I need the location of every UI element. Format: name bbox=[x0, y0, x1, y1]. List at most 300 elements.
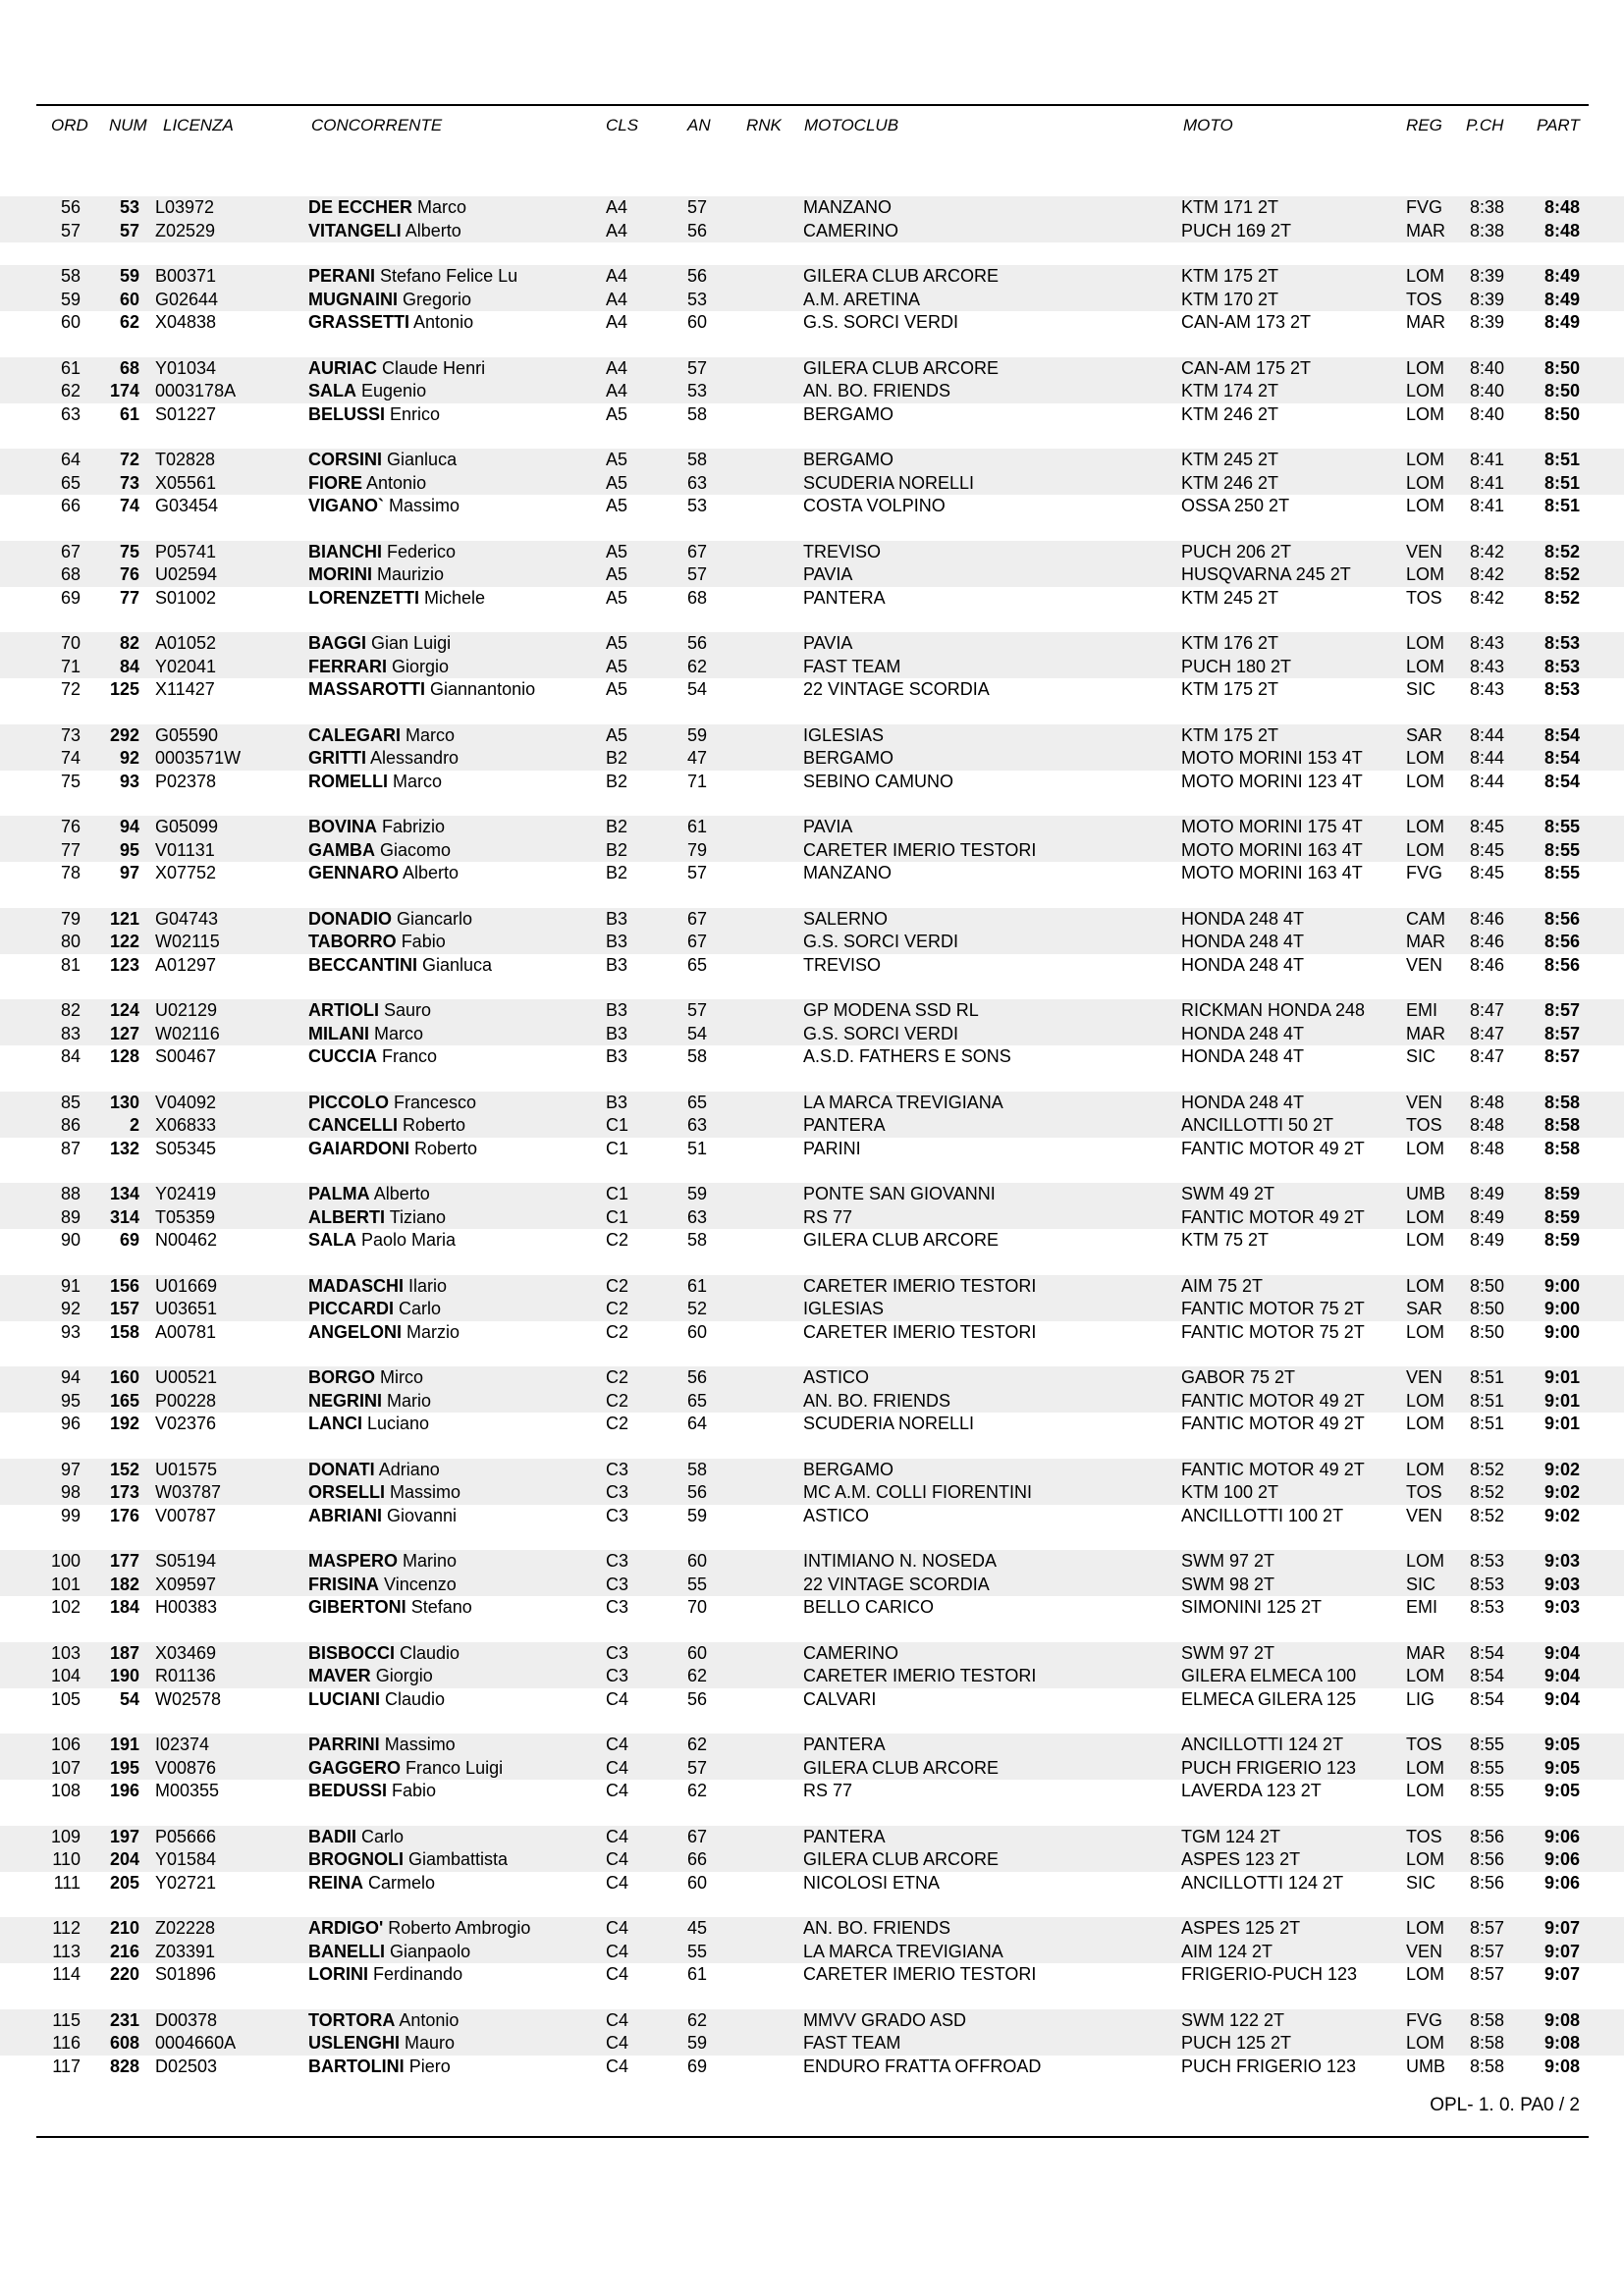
table-row bbox=[0, 1206, 1624, 1230]
cell-part: 8:59 bbox=[1543, 1230, 1580, 1250]
cell-surname: SALA bbox=[308, 381, 356, 400]
cell-surname: CUCCIA bbox=[308, 1046, 377, 1066]
cell-concorrente bbox=[308, 196, 466, 220]
cell-cls: A4 bbox=[606, 197, 628, 217]
cell-cls: C3 bbox=[606, 1642, 629, 1663]
cell-surname: LUCIANI bbox=[308, 1688, 380, 1709]
cell-surname: FERRARI bbox=[308, 656, 387, 676]
cell-licenza: S00467 bbox=[155, 1046, 217, 1066]
table-row bbox=[0, 220, 1624, 243]
cell-an: 60 bbox=[687, 1642, 708, 1663]
cell-part: 8:49 bbox=[1543, 312, 1580, 332]
cell-motoclub: ASTICO bbox=[803, 1367, 870, 1387]
cell-reg: LOM bbox=[1406, 564, 1445, 584]
cell-pch: 8:52 bbox=[1470, 1482, 1505, 1502]
cell-surname: PICCOLO bbox=[308, 1092, 390, 1112]
cell-reg: LOM bbox=[1406, 1138, 1445, 1158]
cell-moto: GILERA ELMECA 100 bbox=[1181, 1666, 1357, 1685]
cell-reg: LOM bbox=[1406, 1757, 1445, 1778]
cell-concorrente bbox=[308, 1413, 429, 1436]
table-row bbox=[0, 816, 1624, 839]
cell-cls: B2 bbox=[606, 771, 628, 791]
cell-cls: A4 bbox=[606, 312, 628, 332]
cell-ord: 70 bbox=[60, 633, 81, 653]
cell-motoclub: GILERA CLUB ARCORE bbox=[803, 266, 1000, 286]
cell-moto: HONDA 248 4T bbox=[1181, 954, 1305, 975]
cell-part: 8:57 bbox=[1543, 1046, 1580, 1066]
cell-cls: A4 bbox=[606, 220, 628, 240]
cell-surname: BANELLI bbox=[308, 1941, 385, 1961]
cell-num: 173 bbox=[109, 1482, 139, 1502]
cell-ord: 91 bbox=[60, 1275, 81, 1296]
cell-pch: 8:50 bbox=[1470, 1321, 1505, 1342]
cell-surname: BEDUSSI bbox=[308, 1781, 388, 1800]
cell-motoclub: CARETER IMERIO TESTORI bbox=[803, 1964, 1037, 1984]
cell-firstname: Antonio bbox=[413, 312, 474, 332]
table-row bbox=[0, 747, 1624, 771]
cell-cls: B2 bbox=[606, 817, 628, 836]
cell-concorrente bbox=[308, 1206, 446, 1230]
table-row bbox=[0, 1757, 1624, 1781]
cell-reg: MAR bbox=[1406, 932, 1445, 951]
cell-concorrente bbox=[308, 632, 451, 656]
cell-licenza: Z02529 bbox=[155, 220, 216, 240]
cell-num: 210 bbox=[109, 1918, 139, 1938]
cell-licenza: U02129 bbox=[155, 1000, 218, 1020]
cell-num: 177 bbox=[109, 1551, 139, 1571]
cell-cls: C2 bbox=[606, 1275, 629, 1296]
cell-cls: C4 bbox=[606, 1872, 629, 1893]
cell-moto: ELMECA GILERA 125 bbox=[1181, 1688, 1357, 1709]
cell-pch: 8:54 bbox=[1470, 1642, 1505, 1663]
cell-ord: 58 bbox=[60, 266, 81, 286]
cell-firstname: Carlo bbox=[361, 1826, 405, 1846]
cell-surname: PALMA bbox=[308, 1184, 370, 1203]
cell-surname: ARDIGO' bbox=[308, 1918, 384, 1938]
cell-moto: HONDA 248 4T bbox=[1181, 1023, 1305, 1043]
cell-reg: VEN bbox=[1406, 1092, 1443, 1112]
cell-concorrente bbox=[308, 1275, 447, 1299]
cell-motoclub: INTIMIANO N. NOSEDA bbox=[803, 1551, 998, 1571]
cell-an: 58 bbox=[687, 1459, 708, 1479]
table-row bbox=[0, 1275, 1624, 1299]
cell-firstname: Fabio bbox=[401, 932, 446, 951]
cell-part: 8:56 bbox=[1543, 954, 1580, 975]
cell-pch: 8:50 bbox=[1470, 1299, 1505, 1318]
cell-firstname: Fabrizio bbox=[382, 817, 446, 836]
cell-ord: 62 bbox=[60, 381, 81, 400]
cell-concorrente bbox=[308, 449, 457, 472]
cell-firstname: Enrico bbox=[390, 403, 441, 424]
cell-an: 66 bbox=[687, 1849, 708, 1869]
cell-part: 9:00 bbox=[1543, 1321, 1580, 1342]
table-row bbox=[0, 449, 1624, 472]
cell-part: 9:08 bbox=[1543, 2056, 1580, 2076]
cell-part: 9:08 bbox=[1543, 2033, 1580, 2053]
cell-surname: BISBOCCI bbox=[308, 1642, 396, 1663]
cell-surname: CORSINI bbox=[308, 450, 383, 469]
cell-surname: GRASSETTI bbox=[308, 312, 410, 332]
cell-num: 195 bbox=[109, 1757, 139, 1778]
cell-an: 53 bbox=[687, 496, 708, 515]
cell-pch: 8:53 bbox=[1470, 1574, 1505, 1594]
cell-motoclub: IGLESIAS bbox=[803, 1299, 885, 1318]
cell-surname: GAMBA bbox=[308, 839, 375, 860]
cell-pch: 8:56 bbox=[1470, 1826, 1505, 1846]
cell-reg: UMB bbox=[1406, 2056, 1445, 2076]
cell-num: 73 bbox=[119, 472, 139, 493]
cell-num: 127 bbox=[109, 1023, 139, 1043]
cell-ord: 87 bbox=[60, 1138, 81, 1158]
cell-num: 130 bbox=[109, 1092, 139, 1112]
cell-pch: 8:57 bbox=[1470, 1941, 1505, 1961]
cell-part: 8:51 bbox=[1543, 496, 1580, 515]
table-row bbox=[0, 1574, 1624, 1597]
cell-an: 62 bbox=[687, 1735, 708, 1754]
cell-cls: C4 bbox=[606, 2033, 629, 2053]
cell-an: 62 bbox=[687, 1666, 708, 1685]
cell-surname: ANGELONI bbox=[308, 1321, 403, 1342]
cell-surname: LORENZETTI bbox=[308, 587, 419, 608]
cell-pch: 8:54 bbox=[1470, 1688, 1505, 1709]
cell-an: 71 bbox=[687, 771, 708, 791]
table-row bbox=[0, 1780, 1624, 1803]
cell-moto: HONDA 248 4T bbox=[1181, 932, 1305, 951]
cell-firstname: Michele bbox=[424, 587, 486, 608]
cell-concorrente bbox=[308, 1941, 470, 1964]
cell-firstname: Federico bbox=[387, 541, 457, 561]
cell-concorrente bbox=[308, 656, 449, 679]
cell-licenza: U00521 bbox=[155, 1367, 218, 1387]
cell-surname: ROMELLI bbox=[308, 771, 388, 791]
cell-an: 54 bbox=[687, 1023, 708, 1043]
cell-moto: ASPES 123 2T bbox=[1181, 1849, 1301, 1869]
cell-firstname: Marco bbox=[417, 197, 467, 217]
cell-firstname: Gianpaolo bbox=[390, 1941, 471, 1961]
table-row bbox=[0, 1138, 1624, 1161]
table-row bbox=[0, 1390, 1624, 1414]
cell-part: 8:58 bbox=[1543, 1092, 1580, 1112]
cell-pch: 8:40 bbox=[1470, 381, 1505, 400]
cell-motoclub: A.M. ARETINA bbox=[803, 289, 921, 309]
cell-cls: A5 bbox=[606, 496, 628, 515]
cell-firstname: Massimo bbox=[389, 496, 460, 515]
cell-concorrente bbox=[308, 587, 485, 611]
cell-licenza: S01896 bbox=[155, 1964, 217, 1984]
table-row bbox=[0, 1481, 1624, 1505]
cell-surname: ABRIANI bbox=[308, 1505, 382, 1525]
cell-firstname: Luciano bbox=[367, 1414, 430, 1433]
cell-num: 124 bbox=[109, 1000, 139, 1020]
table-row bbox=[0, 541, 1624, 564]
cell-pch: 8:40 bbox=[1470, 403, 1505, 424]
cell-cls: C2 bbox=[606, 1321, 629, 1342]
cell-moto: ANCILLOTTI 50 2T bbox=[1181, 1115, 1334, 1135]
cell-motoclub: FAST TEAM bbox=[803, 656, 901, 676]
cell-licenza: Y01034 bbox=[155, 357, 217, 378]
cell-concorrente bbox=[308, 747, 459, 771]
cell-surname: BROGNOLI bbox=[308, 1849, 404, 1869]
cell-surname: CANCELLI bbox=[308, 1115, 398, 1135]
cell-surname: MUGNAINI bbox=[308, 289, 398, 309]
cell-num: 69 bbox=[119, 1230, 139, 1250]
cell-cls: C2 bbox=[606, 1230, 629, 1250]
cell-licenza: Z03391 bbox=[155, 1941, 216, 1961]
cell-moto: SIMONINI 125 2T bbox=[1181, 1597, 1323, 1617]
cell-pch: 8:49 bbox=[1470, 1184, 1505, 1203]
cell-cls: C4 bbox=[606, 1849, 629, 1869]
table-row bbox=[0, 2032, 1624, 2056]
cell-motoclub: G.S. SORCI VERDI bbox=[803, 1023, 959, 1043]
table-row bbox=[0, 1872, 1624, 1896]
cell-ord: 69 bbox=[60, 587, 81, 608]
cell-ord: 84 bbox=[60, 1046, 81, 1066]
cell-part: 9:03 bbox=[1543, 1551, 1580, 1571]
cell-concorrente bbox=[308, 1963, 462, 1987]
cell-moto: KTM 100 2T bbox=[1181, 1482, 1279, 1502]
cell-an: 52 bbox=[687, 1299, 708, 1318]
cell-num: 184 bbox=[109, 1597, 139, 1617]
cell-licenza: U03651 bbox=[155, 1299, 218, 1318]
cell-part: 8:50 bbox=[1543, 381, 1580, 400]
cell-moto: FANTIC MOTOR 49 2T bbox=[1181, 1138, 1365, 1158]
cell-licenza: W02578 bbox=[155, 1688, 222, 1709]
cell-cls: B3 bbox=[606, 1023, 628, 1043]
cell-cls: C4 bbox=[606, 1688, 629, 1709]
cell-firstname: Vincenzo bbox=[384, 1574, 457, 1594]
cell-part: 9:08 bbox=[1543, 2009, 1580, 2030]
cell-motoclub: SEBINO CAMUNO bbox=[803, 771, 954, 791]
cell-motoclub: GP MODENA SSD RL bbox=[803, 1000, 979, 1020]
cell-reg: VEN bbox=[1406, 541, 1443, 561]
cell-licenza: 0004660A bbox=[155, 2033, 237, 2053]
cell-concorrente bbox=[308, 2032, 455, 2056]
cell-ord: 61 bbox=[60, 357, 81, 378]
cell-an: 59 bbox=[687, 1505, 708, 1525]
cell-ord: 116 bbox=[52, 2033, 81, 2053]
cell-firstname: Giovanni bbox=[387, 1505, 458, 1525]
cell-an: 60 bbox=[687, 1321, 708, 1342]
cell-motoclub: A.S.D. FATHERS E SONS bbox=[803, 1046, 1011, 1066]
cell-pch: 8:51 bbox=[1470, 1390, 1505, 1411]
cell-surname: AURIAC bbox=[308, 357, 377, 378]
cell-ord: 117 bbox=[52, 2056, 81, 2076]
cell-pch: 8:58 bbox=[1470, 2033, 1505, 2053]
cell-part: 9:07 bbox=[1543, 1941, 1580, 1961]
table-row bbox=[0, 1229, 1624, 1253]
cell-an: 59 bbox=[687, 724, 708, 745]
cell-surname: VITANGELI bbox=[308, 220, 402, 240]
cell-moto: FANTIC MOTOR 49 2T bbox=[1181, 1459, 1365, 1479]
cell-part: 9:03 bbox=[1543, 1597, 1580, 1617]
cell-surname: BARTOLINI bbox=[308, 2056, 405, 2076]
cell-motoclub: SALERNO bbox=[803, 908, 889, 929]
cell-ord: 96 bbox=[60, 1414, 81, 1433]
cell-an: 56 bbox=[687, 1688, 708, 1709]
cell-cls: C4 bbox=[606, 1826, 629, 1846]
cell-part: 8:55 bbox=[1543, 839, 1580, 860]
cell-ord: 93 bbox=[60, 1321, 81, 1342]
cell-firstname: Stefano Felice Lu bbox=[380, 266, 518, 286]
cell-motoclub: PAVIA bbox=[803, 817, 853, 836]
table-row bbox=[0, 380, 1624, 403]
cell-an: 58 bbox=[687, 1046, 708, 1066]
cell-concorrente bbox=[308, 380, 426, 403]
cell-firstname: Marino bbox=[403, 1551, 458, 1571]
cell-licenza: R01136 bbox=[155, 1666, 216, 1685]
cell-moto: KTM 245 2T bbox=[1181, 450, 1279, 469]
table-row bbox=[0, 403, 1624, 427]
cell-cls: C1 bbox=[606, 1206, 629, 1227]
cell-moto: FANTIC MOTOR 75 2T bbox=[1181, 1299, 1365, 1318]
cell-moto: HONDA 248 4T bbox=[1181, 1046, 1305, 1066]
cell-licenza: U01669 bbox=[155, 1275, 218, 1296]
cell-part: 8:52 bbox=[1543, 541, 1580, 561]
cell-part: 8:55 bbox=[1543, 817, 1580, 836]
cell-pch: 8:53 bbox=[1470, 1551, 1505, 1571]
table-row bbox=[0, 1596, 1624, 1620]
cell-num: 156 bbox=[109, 1275, 139, 1296]
cell-concorrente bbox=[308, 1917, 530, 1941]
cell-licenza: B00371 bbox=[155, 266, 217, 286]
cell-surname: PICCARDI bbox=[308, 1299, 395, 1318]
cell-cls: A5 bbox=[606, 679, 628, 699]
cell-reg: LOM bbox=[1406, 1275, 1445, 1296]
cell-num: 121 bbox=[109, 908, 139, 929]
cell-reg: LOM bbox=[1406, 1964, 1445, 1984]
table-row bbox=[0, 1505, 1624, 1528]
cell-reg: EMI bbox=[1406, 1597, 1438, 1617]
cell-reg: LOM bbox=[1406, 266, 1445, 286]
cell-surname: MASPERO bbox=[308, 1551, 399, 1571]
cell-concorrente bbox=[308, 1366, 423, 1390]
cell-licenza: M00355 bbox=[155, 1781, 220, 1800]
cell-concorrente bbox=[308, 1298, 441, 1321]
cell-reg: MAR bbox=[1406, 1642, 1445, 1663]
cell-an: 51 bbox=[687, 1138, 708, 1158]
cell-part: 8:52 bbox=[1543, 587, 1580, 608]
cell-part: 8:50 bbox=[1543, 357, 1580, 378]
cell-reg: EMI bbox=[1406, 1000, 1438, 1020]
cell-pch: 8:47 bbox=[1470, 1046, 1505, 1066]
cell-motoclub: RS 77 bbox=[803, 1206, 853, 1227]
header-top-rule bbox=[36, 104, 1589, 106]
cell-reg: LOM bbox=[1406, 771, 1445, 791]
cell-num: 57 bbox=[119, 220, 139, 240]
cell-ord: 111 bbox=[53, 1872, 81, 1893]
cell-part: 9:06 bbox=[1543, 1849, 1580, 1869]
cell-num: 61 bbox=[119, 403, 139, 424]
cell-an: 69 bbox=[687, 2056, 708, 2076]
cell-an: 54 bbox=[687, 679, 708, 699]
cell-part: 9:07 bbox=[1543, 1918, 1580, 1938]
col-header-part: PART bbox=[1537, 116, 1580, 134]
cell-an: 70 bbox=[687, 1597, 708, 1617]
cell-licenza: X05561 bbox=[155, 472, 217, 493]
cell-ord: 71 bbox=[60, 656, 81, 676]
cell-pch: 8:51 bbox=[1470, 1414, 1505, 1433]
cell-surname: NEGRINI bbox=[308, 1390, 383, 1411]
cell-an: 60 bbox=[687, 1872, 708, 1893]
table-row bbox=[0, 196, 1624, 220]
cell-moto: MOTO MORINI 163 4T bbox=[1181, 839, 1363, 860]
cell-concorrente bbox=[308, 1665, 433, 1688]
cell-firstname: Massimo bbox=[390, 1482, 461, 1502]
cell-reg: VEN bbox=[1406, 954, 1443, 975]
cell-reg: LOM bbox=[1406, 839, 1445, 860]
cell-moto: KTM 176 2T bbox=[1181, 633, 1279, 653]
col-header-an: AN bbox=[687, 116, 711, 134]
table-row bbox=[0, 587, 1624, 611]
cell-ord: 57 bbox=[60, 220, 81, 240]
cell-ord: 98 bbox=[60, 1482, 81, 1502]
table-row bbox=[0, 1941, 1624, 1964]
cell-reg: LOM bbox=[1406, 1849, 1445, 1869]
col-header-concorrente: CONCORRENTE bbox=[311, 116, 443, 134]
col-header-ord: ORD bbox=[51, 116, 88, 134]
cell-firstname: Alberto bbox=[373, 1184, 430, 1203]
cell-part: 9:07 bbox=[1543, 1964, 1580, 1984]
cell-reg: LIG bbox=[1406, 1688, 1435, 1709]
cell-moto: CAN-AM 175 2T bbox=[1181, 357, 1312, 378]
cell-motoclub: 22 VINTAGE SCORDIA bbox=[803, 1574, 990, 1594]
cell-motoclub: BERGAMO bbox=[803, 450, 894, 469]
cell-cls: C4 bbox=[606, 1735, 629, 1754]
cell-surname: SALA bbox=[308, 1230, 356, 1250]
cell-pch: 8:45 bbox=[1470, 817, 1505, 836]
cell-ord: 92 bbox=[60, 1299, 81, 1318]
cell-part: 9:05 bbox=[1543, 1781, 1580, 1800]
cell-motoclub: MANZANO bbox=[803, 863, 892, 882]
cell-firstname: Giorgio bbox=[392, 656, 450, 676]
table-header bbox=[0, 116, 1624, 137]
cell-moto: AIM 75 2T bbox=[1181, 1275, 1264, 1296]
cell-cls: B3 bbox=[606, 1092, 628, 1112]
cell-pch: 8:52 bbox=[1470, 1505, 1505, 1525]
cell-ord: 99 bbox=[60, 1505, 81, 1525]
cell-firstname: Giancarlo bbox=[397, 908, 473, 929]
table-row bbox=[0, 2009, 1624, 2033]
cell-cls: C4 bbox=[606, 1781, 629, 1800]
cell-concorrente bbox=[308, 1872, 435, 1896]
cell-licenza: A01052 bbox=[155, 633, 217, 653]
cell-an: 56 bbox=[687, 633, 708, 653]
table-row bbox=[0, 724, 1624, 748]
cell-reg: SIC bbox=[1406, 1872, 1436, 1893]
table-row bbox=[0, 656, 1624, 679]
page-code: OPL- 1. 0. PA0 / 2 bbox=[1430, 2095, 1580, 2115]
cell-surname: GIBERTONI bbox=[308, 1597, 406, 1617]
cell-an: 47 bbox=[687, 748, 708, 768]
table-row bbox=[0, 1665, 1624, 1688]
cell-ord: 90 bbox=[60, 1230, 81, 1250]
cell-an: 56 bbox=[687, 266, 708, 286]
cell-num: 97 bbox=[119, 863, 139, 882]
cell-ord: 81 bbox=[60, 954, 81, 975]
cell-part: 9:06 bbox=[1543, 1826, 1580, 1846]
cell-moto: FANTIC MOTOR 49 2T bbox=[1181, 1390, 1365, 1411]
cell-num: 77 bbox=[119, 587, 139, 608]
cell-licenza: X06833 bbox=[155, 1115, 217, 1135]
cell-an: 57 bbox=[687, 357, 708, 378]
cell-firstname: Giambattista bbox=[408, 1849, 509, 1869]
cell-pch: 8:41 bbox=[1470, 472, 1505, 493]
cell-num: 76 bbox=[119, 564, 139, 584]
col-header-motoclub: MOTOCLUB bbox=[804, 116, 899, 134]
cell-firstname: Antonio bbox=[399, 2009, 460, 2030]
cell-reg: SIC bbox=[1406, 1046, 1436, 1066]
cell-part: 8:49 bbox=[1543, 266, 1580, 286]
